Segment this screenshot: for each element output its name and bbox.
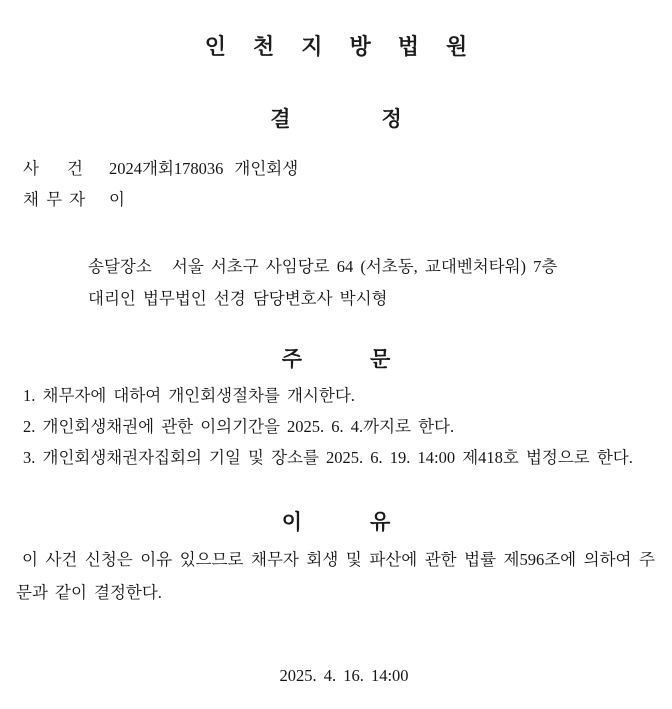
debtor-row xyxy=(23,184,662,215)
debtor-name: 이 xyxy=(109,190,125,209)
case-label: 사 건 xyxy=(23,159,83,178)
order-item-1: 1. 채무자에 대하여 개인회생절차를 개시한다. xyxy=(23,386,355,405)
reason-section-heading: 이유 xyxy=(281,511,459,534)
case-number-row xyxy=(23,153,662,184)
order-item-2: 2. 개인회생채권에 관한 이의기간을 2025. 6. 4.까지로 한다. xyxy=(23,417,455,436)
document-type-heading: 결정 xyxy=(270,108,493,131)
case-number: 2024개회178036 xyxy=(109,159,224,178)
court-name-title: 인천지방법원 xyxy=(204,34,495,59)
order-item-3: 3. 개인회생채권자집회의 기일 및 장소를 2025. 6. 19. 14:00 제418호 법정으로 한다. xyxy=(23,448,633,467)
representative-row: 대리인 법무법인 선경 담당변호사 박시형 xyxy=(88,288,388,308)
service-address-row xyxy=(88,251,662,283)
case-type: 개인회생 xyxy=(234,159,299,178)
order-items-list xyxy=(23,380,666,473)
debtor-label: 채 무 자 xyxy=(23,190,86,209)
order-section-heading: 주문 xyxy=(281,348,459,371)
service-address-section xyxy=(88,251,662,314)
case-number-value xyxy=(109,153,298,184)
service-address-value: 서울 서초구 사임당로 64 (서초동, 교대벤처타워) 7층 xyxy=(171,257,558,276)
service-address-label: 송달장소 xyxy=(88,257,152,276)
reason-paragraph: 이 사건 신청은 이유 있으므로 채무자 회생 및 파산에 관한 법률 제596조에 의하여 주문과 같이 결정한다. xyxy=(16,550,655,602)
decision-datetime: 2025. 4. 16. 14:00 xyxy=(279,666,409,685)
case-info-section xyxy=(23,153,662,215)
